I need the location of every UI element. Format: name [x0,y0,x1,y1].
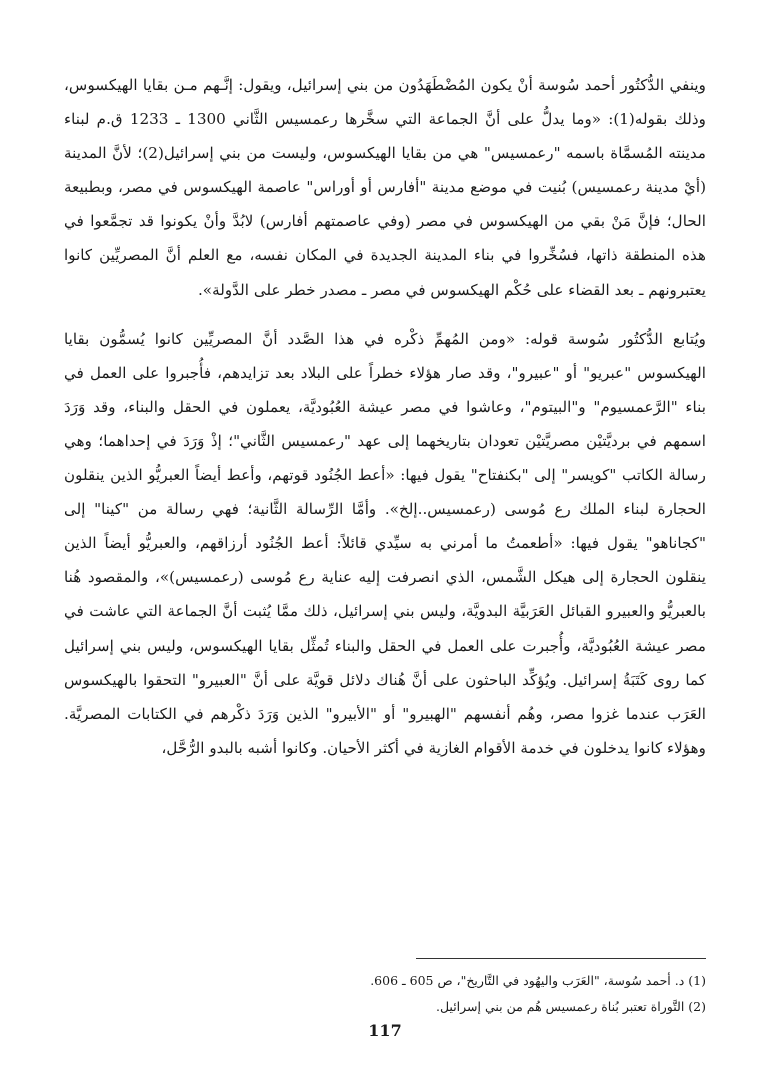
footnote-1: (1) د. أحمد سُوسة، "العَرَب واليهُود في التَّاريخ"، ص 605 ـ 606. [370,973,706,988]
body-paragraph-1: وينفي الدُّكتُور أحمد سُوسة أنْ يكون المُضْطَهَدُون من بني إسرائيل، ويقول: إنَّـهم مـن بقايا الهيكسوس، وذلك بقوله(1): «وما يدلُّ على أنَّ الجماعة التي سخَّرها رعمسيس الثَّاني 1300 ـ 1233 ق.م لبناء مدينته المُسمَّاة باسمه "رعمسيس" هي من بقايا الهيكسوس، وليست من بني إسرائيل(2)؛ لأنَّ المدينة (أيْ مدينة رعمسيس) بُنيت في موضع مدينة "أفارس أو أوراس" عاصمة الهيكسوس في مصر، وبطبيعة الحال؛ فإنَّ مَنْ بقي من الهيكسوس في مصر (وفي عاصمتهم أفارس) لابُدَّ وأنْ يكونوا قد تجمَّعوا في هذه المنطقة ذاتها، فسُخِّروا في بناء المدينة الجديدة في المكان نفسه، مع العلم أنَّ المصريِّين كانوا يعتبرونهم ـ بعد القضاء على حُكْم الهيكسوس في مصر ـ مصدر خطر على الدَّولة». [64,76,707,299]
footnote-divider [416,958,706,959]
footnotes [64,968,706,1020]
body-paragraph-2: ويُتابع الدُّكتُور سُوسة قوله: «ومن المُهمِّ ذكْره في هذا الصَّدد أنَّ المصريِّين كانوا يُسمُّون بقايا الهيكسوس "عبريو" أو "عبيرو"، وقد صار هؤلاء خطراً على البلاد بعد تزايدهم، فأُجبروا على العمل في بناء "الرَّعمسيوم" و"البيتوم"، وعاشوا في مصر عيشة العُبُوديَّة، يعملون في الحقل والبناء، وقد وَرَدَ اسمهم في برديَّتيْن مصريَّتيْن تعودان بتاريخهما إلى عهد "رعمسيس الثَّاني"؛ إذْ وَرَدَ في إحداهما؛ وهي رسالة الكاتب "كويسر" إلى "بكنفتاح" يقول فيها: «أعط الجُنُود قوتهم، وأعط أيضاً العبريُّو الذين ينقلون الحجارة لبناء الملك رع مُوسى (رعمسيس..إلخ». وأمَّا الرِّسالة الثَّانية؛ فهي رسالة من "كينا" إلى "كجاناهو" يقول فيها: «أطعمتُ ما أمرني به سيِّدي قائلاً: أعط الجُنُود أرزاقهم، والعبريُّو أيضاً الذين ينقلون الحجارة إلى هيكل الشَّمس، الذي انصرفت إليه عناية رع مُوسى (رعمسيس)»، والمقصود هُنا بالعبريُّو والعبيرو القبائل العَرَبيَّة البدويَّة، وليس بني إسرائيل، ذلك ممَّا يُثبت أنَّ الجماعة التي عاشت في مصر عيشة العُبُوديَّة، وأُجبرت على العمل في الحقل والبناء تُمثِّل بقايا الهيكسوس، وليس بني إسرائيل كما روى كَتَبَةُ إسرائيل. ويُؤكِّد الباحثون على أنَّ هُناك دلائل قويَّة على أنَّ "العبيرو" التحقوا بالهيكسوس العَرَب عندما غزوا مصر، وهُم أنفسهم "الهبيرو" أو "الأبيرو" الذين وَرَدَ ذكْرهم في الكتابات المصريَّة. وهؤلاء كانوا يدخلون في خدمة الأقوام الغازية في أكثر الأحيان. وكانوا أشبه بالبدو الرُّحَّل، [64,329,706,757]
book-page [64,68,706,1068]
page-number: 117 [368,1021,402,1040]
footnote-2: (2) التَّوراة تعتبر بُناة رعمسيس هُم من بني إسرائيل. [435,999,706,1014]
